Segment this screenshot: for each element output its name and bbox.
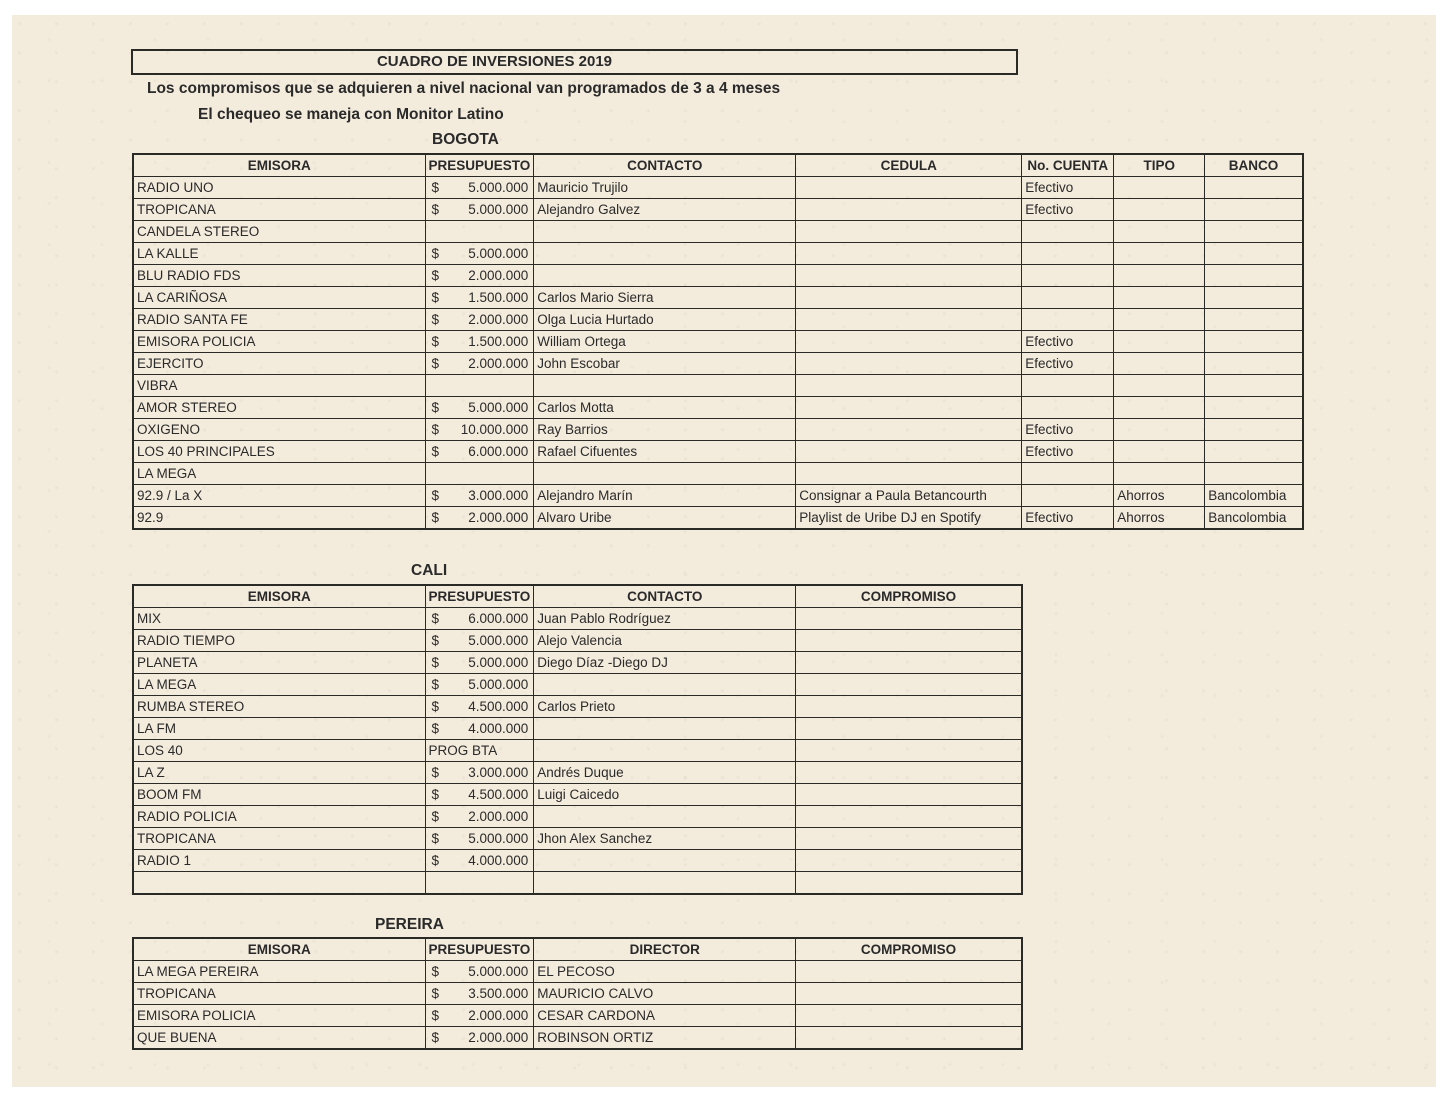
table-header-row — [133, 154, 1303, 177]
cell-presupuesto — [425, 1027, 534, 1050]
header-contacto: CONTACTO — [534, 585, 796, 608]
cell-contacto: Diego Díaz -Diego DJ — [534, 652, 796, 674]
cell-presupuesto — [425, 375, 534, 397]
cell-emisora: TROPICANA — [133, 828, 425, 850]
header-presupuesto: PRESUPUESTO — [425, 154, 534, 177]
currency-symbol: $ — [431, 311, 440, 327]
cell-tipo — [1114, 177, 1205, 199]
cell-emisora: 92.9 — [133, 507, 425, 530]
cell-banco — [1205, 463, 1303, 485]
currency-symbol: $ — [431, 245, 440, 261]
amount: 5.000.000 — [468, 399, 529, 415]
amount: 5.000.000 — [468, 676, 529, 692]
cell-compromiso — [796, 674, 1022, 696]
cell-compromiso — [796, 740, 1022, 762]
cell-cuenta: Efectivo — [1022, 507, 1114, 530]
cell-cuenta — [1022, 221, 1114, 243]
cell-cedula — [796, 243, 1022, 265]
cell-banco — [1205, 353, 1303, 375]
cell-banco — [1205, 265, 1303, 287]
cell-contacto: Alvaro Uribe — [534, 507, 796, 530]
section-title-bogota: BOGOTA — [432, 131, 499, 148]
amount: 2.000.000 — [468, 509, 529, 525]
cell-tipo — [1114, 441, 1205, 463]
cell-emisora: TROPICANA — [133, 199, 425, 221]
currency-symbol: $ — [431, 179, 440, 195]
amount: 6.000.000 — [468, 610, 529, 626]
cell-presupuesto — [425, 1005, 534, 1027]
cell-cuenta — [1022, 463, 1114, 485]
cell-tipo — [1114, 265, 1205, 287]
cell-director: MAURICIO CALVO — [534, 983, 796, 1005]
amount: 5.000.000 — [468, 245, 529, 261]
cell-banco — [1205, 177, 1303, 199]
cell-tipo — [1114, 243, 1205, 265]
header-presupuesto: PRESUPUESTO — [425, 938, 534, 961]
amount: 3.000.000 — [468, 487, 529, 503]
cell-emisora: RUMBA STEREO — [133, 696, 425, 718]
amount: 5.000.000 — [468, 963, 529, 979]
cell-emisora: BLU RADIO FDS — [133, 265, 425, 287]
cell-emisora: LA FM — [133, 718, 425, 740]
cell-contacto: Carlos Mario Sierra — [534, 287, 796, 309]
cell-emisora: RADIO 1 — [133, 850, 425, 872]
cell-emisora: EJERCITO — [133, 353, 425, 375]
table-row — [133, 630, 1022, 652]
currency-symbol: $ — [431, 963, 440, 979]
currency-symbol: $ — [431, 985, 440, 1001]
cell-compromiso — [796, 630, 1022, 652]
cell-emisora: LA MEGA — [133, 674, 425, 696]
table-row — [133, 199, 1303, 221]
table-row — [133, 243, 1303, 265]
cell-presupuesto — [425, 397, 534, 419]
cell-contacto — [534, 674, 796, 696]
cell-banco — [1205, 441, 1303, 463]
cell-banco — [1205, 243, 1303, 265]
cell-cuenta — [1022, 265, 1114, 287]
header-emisora: EMISORA — [133, 585, 425, 608]
cell-contacto: Alejandro Marín — [534, 485, 796, 507]
table-row — [133, 674, 1022, 696]
cell-presupuesto — [425, 419, 534, 441]
currency-symbol: $ — [431, 509, 440, 525]
cell-presupuesto — [425, 961, 534, 983]
cell-tipo — [1114, 375, 1205, 397]
currency-symbol: $ — [431, 852, 440, 868]
cell-presupuesto — [425, 828, 534, 850]
cell-contacto: Luigi Caicedo — [534, 784, 796, 806]
amount: 2.000.000 — [468, 267, 529, 283]
cell-contacto — [534, 806, 796, 828]
cell-cedula — [796, 309, 1022, 331]
table-row — [133, 961, 1022, 983]
cell-contacto — [534, 463, 796, 485]
currency-symbol: $ — [431, 201, 440, 217]
cell-banco — [1205, 199, 1303, 221]
header-emisora: EMISORA — [133, 154, 425, 177]
cell-presupuesto — [425, 463, 534, 485]
cell-cuenta — [1022, 485, 1114, 507]
section-title-cali: CALI — [411, 562, 448, 579]
cell-banco — [1205, 287, 1303, 309]
cell-cedula — [796, 353, 1022, 375]
cell-contacto: Olga Lucia Hurtado — [534, 309, 796, 331]
cell-tipo — [1114, 221, 1205, 243]
header-presupuesto: PRESUPUESTO — [425, 585, 534, 608]
amount: 4.500.000 — [468, 698, 529, 714]
cell-cedula — [796, 397, 1022, 419]
cell-emisora: EMISORA POLICIA — [133, 331, 425, 353]
table-row — [133, 221, 1303, 243]
cell-emisora: RADIO SANTA FE — [133, 309, 425, 331]
cell-contacto — [534, 265, 796, 287]
cell-presupuesto — [425, 331, 534, 353]
amount: 4.000.000 — [468, 720, 529, 736]
cell-presupuesto — [425, 630, 534, 652]
cell-emisora: RADIO TIEMPO — [133, 630, 425, 652]
cell-compromiso — [796, 828, 1022, 850]
cell-cedula: Consignar a Paula Betancourth — [796, 485, 1022, 507]
amount: 1.500.000 — [468, 289, 529, 305]
cell-emisora: MIX — [133, 608, 425, 630]
cell-banco: Bancolombia — [1205, 485, 1303, 507]
cell-tipo: Ahorros — [1114, 485, 1205, 507]
cell-emisora: QUE BUENA — [133, 1027, 425, 1050]
cell-cedula — [796, 287, 1022, 309]
cell-tipo — [1114, 331, 1205, 353]
cell-banco — [1205, 397, 1303, 419]
currency-symbol: $ — [431, 830, 440, 846]
cell-emisora: OXIGENO — [133, 419, 425, 441]
amount: 5.000.000 — [468, 201, 529, 217]
cell-contacto — [534, 221, 796, 243]
cell-director: EL PECOSO — [534, 961, 796, 983]
cell-tipo: Ahorros — [1114, 507, 1205, 530]
cell-emisora: RADIO POLICIA — [133, 806, 425, 828]
cell-presupuesto — [425, 718, 534, 740]
cell-director: CESAR CARDONA — [534, 1005, 796, 1027]
currency-symbol: $ — [431, 720, 440, 736]
table-row — [133, 872, 1022, 895]
table-row — [133, 850, 1022, 872]
table-row — [133, 983, 1022, 1005]
cell-presupuesto: PROG BTA — [425, 740, 534, 762]
cell-tipo — [1114, 309, 1205, 331]
cell-emisora: LA KALLE — [133, 243, 425, 265]
cell-contacto: Jhon Alex Sanchez — [534, 828, 796, 850]
cell-emisora: 92.9 / La X — [133, 485, 425, 507]
currency-symbol: $ — [431, 654, 440, 670]
cell-emisora: LOS 40 — [133, 740, 425, 762]
cell-emisora: VIBRA — [133, 375, 425, 397]
cell-presupuesto — [425, 608, 534, 630]
cell-cedula — [796, 375, 1022, 397]
amount: 3.000.000 — [468, 764, 529, 780]
pereira-table — [132, 937, 1023, 1050]
cell-cuenta: Efectivo — [1022, 177, 1114, 199]
cell-cedula — [796, 331, 1022, 353]
header-director: DIRECTOR — [534, 938, 796, 961]
currency-symbol: $ — [431, 355, 440, 371]
bogota-table — [132, 153, 1304, 530]
cell-contacto: Carlos Prieto — [534, 696, 796, 718]
cell-compromiso — [796, 762, 1022, 784]
note-monitoring: El chequeo se maneja con Monitor Latino — [198, 106, 504, 123]
cell-tipo — [1114, 199, 1205, 221]
table-row — [133, 375, 1303, 397]
cell-contacto — [534, 740, 796, 762]
cell-presupuesto — [425, 696, 534, 718]
table-row — [133, 718, 1022, 740]
cell-compromiso — [796, 806, 1022, 828]
table-header-row — [133, 585, 1022, 608]
cell-emisora: LA Z — [133, 762, 425, 784]
cell-contacto — [534, 872, 796, 895]
cell-emisora: CANDELA STEREO — [133, 221, 425, 243]
cell-emisora: TROPICANA — [133, 983, 425, 1005]
cell-presupuesto — [425, 674, 534, 696]
cell-cuenta — [1022, 243, 1114, 265]
cell-cedula — [796, 441, 1022, 463]
amount: 2.000.000 — [468, 1007, 529, 1023]
currency-symbol: $ — [431, 1007, 440, 1023]
amount: 2.000.000 — [468, 1029, 529, 1045]
header-banco: BANCO — [1205, 154, 1303, 177]
cell-presupuesto — [425, 199, 534, 221]
cell-banco — [1205, 309, 1303, 331]
cell-presupuesto — [425, 784, 534, 806]
cell-presupuesto — [425, 983, 534, 1005]
cell-presupuesto — [425, 441, 534, 463]
cell-compromiso — [796, 961, 1022, 983]
currency-symbol: $ — [431, 421, 440, 437]
cell-presupuesto — [425, 243, 534, 265]
cell-contacto: Rafael Cifuentes — [534, 441, 796, 463]
currency-symbol: $ — [431, 610, 440, 626]
cell-tipo — [1114, 463, 1205, 485]
table-row — [133, 419, 1303, 441]
cell-cuenta — [1022, 397, 1114, 419]
cell-contacto: John Escobar — [534, 353, 796, 375]
cell-cuenta — [1022, 287, 1114, 309]
amount: 4.000.000 — [468, 852, 529, 868]
cell-contacto: Carlos Motta — [534, 397, 796, 419]
cell-banco — [1205, 221, 1303, 243]
cell-emisora: EMISORA POLICIA — [133, 1005, 425, 1027]
cell-presupuesto — [425, 762, 534, 784]
cell-cuenta — [1022, 309, 1114, 331]
cell-presupuesto — [425, 177, 534, 199]
cell-cuenta: Efectivo — [1022, 199, 1114, 221]
table-row — [133, 762, 1022, 784]
cell-compromiso — [796, 608, 1022, 630]
cell-contacto: Juan Pablo Rodríguez — [534, 608, 796, 630]
currency-symbol: $ — [431, 676, 440, 692]
cell-presupuesto — [425, 507, 534, 530]
cell-cuenta: Efectivo — [1022, 419, 1114, 441]
currency-symbol: $ — [431, 786, 440, 802]
table-row — [133, 1005, 1022, 1027]
table-row — [133, 265, 1303, 287]
table-row — [133, 397, 1303, 419]
cell-cuenta: Efectivo — [1022, 353, 1114, 375]
cell-emisora: LA CARIÑOSA — [133, 287, 425, 309]
cell-banco — [1205, 375, 1303, 397]
cell-compromiso — [796, 850, 1022, 872]
table-row — [133, 463, 1303, 485]
amount: 4.500.000 — [468, 786, 529, 802]
cell-contacto: Alejo Valencia — [534, 630, 796, 652]
table-row — [133, 177, 1303, 199]
cell-presupuesto — [425, 265, 534, 287]
table-row — [133, 696, 1022, 718]
cell-presupuesto — [425, 850, 534, 872]
table-row — [133, 309, 1303, 331]
cell-tipo — [1114, 353, 1205, 375]
note-commitments: Los compromisos que se adquieren a nivel nacional van programados de 3 a 4 meses — [147, 80, 781, 97]
header-tipo: TIPO — [1114, 154, 1205, 177]
table-row — [133, 1027, 1022, 1050]
table-row — [133, 828, 1022, 850]
cell-compromiso — [796, 718, 1022, 740]
cell-tipo — [1114, 419, 1205, 441]
cell-contacto: Ray Barrios — [534, 419, 796, 441]
table-row — [133, 485, 1303, 507]
cell-cedula — [796, 177, 1022, 199]
header-contacto: CONTACTO — [534, 154, 796, 177]
cell-cedula — [796, 463, 1022, 485]
table-row — [133, 441, 1303, 463]
cell-emisora: AMOR STEREO — [133, 397, 425, 419]
currency-symbol: $ — [431, 698, 440, 714]
cell-compromiso — [796, 1027, 1022, 1050]
currency-symbol: $ — [431, 267, 440, 283]
cell-tipo — [1114, 287, 1205, 309]
cell-emisora: LOS 40 PRINCIPALES — [133, 441, 425, 463]
amount: 5.000.000 — [468, 179, 529, 195]
cell-presupuesto — [425, 652, 534, 674]
header-cuenta: No. CUENTA — [1022, 154, 1114, 177]
header-compromiso: COMPROMISO — [796, 938, 1022, 961]
cell-cedula: Playlist de Uribe DJ en Spotify — [796, 507, 1022, 530]
header-emisora: EMISORA — [133, 938, 425, 961]
cell-director: ROBINSON ORTIZ — [534, 1027, 796, 1050]
amount: 5.000.000 — [468, 830, 529, 846]
cell-presupuesto — [425, 221, 534, 243]
table-row — [133, 353, 1303, 375]
currency-symbol: $ — [431, 764, 440, 780]
currency-symbol: $ — [431, 632, 440, 648]
cell-contacto — [534, 718, 796, 740]
table-header-row — [133, 938, 1022, 961]
cell-cedula — [796, 221, 1022, 243]
table-row — [133, 331, 1303, 353]
table-row — [133, 740, 1022, 762]
cell-cuenta — [1022, 375, 1114, 397]
table-row — [133, 507, 1303, 530]
cell-contacto: Alejandro Galvez — [534, 199, 796, 221]
cell-cuenta: Efectivo — [1022, 441, 1114, 463]
cell-cedula — [796, 199, 1022, 221]
header-cedula: CEDULA — [796, 154, 1022, 177]
document-title: CUADRO DE INVERSIONES 2019 — [131, 49, 1018, 75]
currency-symbol: $ — [431, 1029, 440, 1045]
section-title-pereira: PEREIRA — [375, 916, 444, 933]
table-row — [133, 652, 1022, 674]
cell-cedula — [796, 419, 1022, 441]
table-row — [133, 608, 1022, 630]
cell-compromiso — [796, 696, 1022, 718]
cell-compromiso — [796, 784, 1022, 806]
currency-symbol: $ — [431, 443, 440, 459]
currency-symbol: $ — [431, 808, 440, 824]
header-compromiso: COMPROMISO — [796, 585, 1022, 608]
cell-emisora: LA MEGA PEREIRA — [133, 961, 425, 983]
amount: 5.000.000 — [468, 632, 529, 648]
cell-presupuesto — [425, 287, 534, 309]
amount: 10.000.000 — [460, 421, 529, 437]
amount: 3.500.000 — [468, 985, 529, 1001]
currency-symbol: $ — [431, 333, 440, 349]
cell-compromiso — [796, 872, 1022, 895]
cell-presupuesto — [425, 353, 534, 375]
cell-banco: Bancolombia — [1205, 507, 1303, 530]
cell-emisora — [133, 872, 425, 895]
cell-emisora: PLANETA — [133, 652, 425, 674]
amount: 6.000.000 — [468, 443, 529, 459]
cell-contacto — [534, 243, 796, 265]
amount: 2.000.000 — [468, 311, 529, 327]
cell-presupuesto — [425, 806, 534, 828]
cell-contacto: Andrés Duque — [534, 762, 796, 784]
cell-emisora: LA MEGA — [133, 463, 425, 485]
cell-cedula — [796, 265, 1022, 287]
cell-banco — [1205, 331, 1303, 353]
table-row — [133, 287, 1303, 309]
amount: 5.000.000 — [468, 654, 529, 670]
amount: 1.500.000 — [468, 333, 529, 349]
cell-compromiso — [796, 1005, 1022, 1027]
amount: 2.000.000 — [468, 808, 529, 824]
cell-contacto: Mauricio Trujilo — [534, 177, 796, 199]
cell-compromiso — [796, 983, 1022, 1005]
table-row — [133, 784, 1022, 806]
table-row — [133, 806, 1022, 828]
cell-banco — [1205, 419, 1303, 441]
cell-contacto — [534, 850, 796, 872]
cell-presupuesto — [425, 309, 534, 331]
cell-compromiso — [796, 652, 1022, 674]
cell-contacto — [534, 375, 796, 397]
cell-presupuesto — [425, 872, 534, 895]
cell-emisora: RADIO UNO — [133, 177, 425, 199]
cell-contacto: William Ortega — [534, 331, 796, 353]
currency-symbol: $ — [431, 289, 440, 305]
currency-symbol: $ — [431, 487, 440, 503]
currency-symbol: $ — [431, 399, 440, 415]
amount: 2.000.000 — [468, 355, 529, 371]
cell-tipo — [1114, 397, 1205, 419]
cell-cuenta: Efectivo — [1022, 331, 1114, 353]
cali-table — [132, 584, 1023, 895]
cell-presupuesto — [425, 485, 534, 507]
cell-emisora: BOOM FM — [133, 784, 425, 806]
